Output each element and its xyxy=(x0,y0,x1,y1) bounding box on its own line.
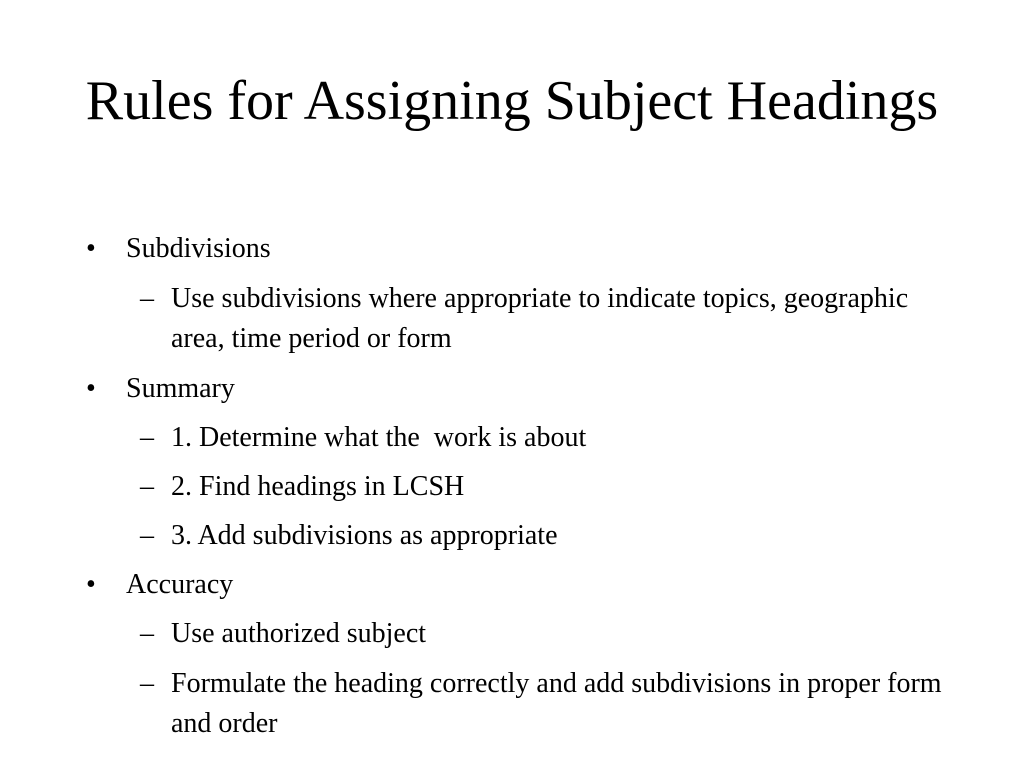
sub-item-text: Use authorized subject xyxy=(171,618,427,649)
sub-item-text: Formulate the heading correctly and add subdivisions in proper form and order xyxy=(171,668,942,739)
bullet-label: Summary xyxy=(126,373,235,404)
dash-icon: – xyxy=(140,283,154,314)
dash-icon: – xyxy=(140,668,154,699)
bullet-icon: • xyxy=(86,373,96,404)
bullet-icon: • xyxy=(86,233,96,264)
sub-item-text: 2. Find headings in LCSH xyxy=(171,471,465,502)
sub-item-text: Use subdivisions where appropriate to indicate topics, geographic area, time period or form xyxy=(171,283,909,354)
sub-item-text: 3. Add subdivisions as appropriate xyxy=(171,520,558,551)
dash-icon: – xyxy=(140,618,154,649)
sub-item-text: 1. Determine what the work is about xyxy=(171,422,587,453)
slide-title: Rules for Assigning Subject Headings xyxy=(85,70,939,132)
bullet-label: Subdivisions xyxy=(126,233,271,264)
dash-icon: – xyxy=(140,520,154,551)
dash-icon: – xyxy=(140,471,154,502)
bullet-icon: • xyxy=(86,569,96,600)
bullet-label: Accuracy xyxy=(126,569,234,600)
dash-icon: – xyxy=(140,422,154,453)
